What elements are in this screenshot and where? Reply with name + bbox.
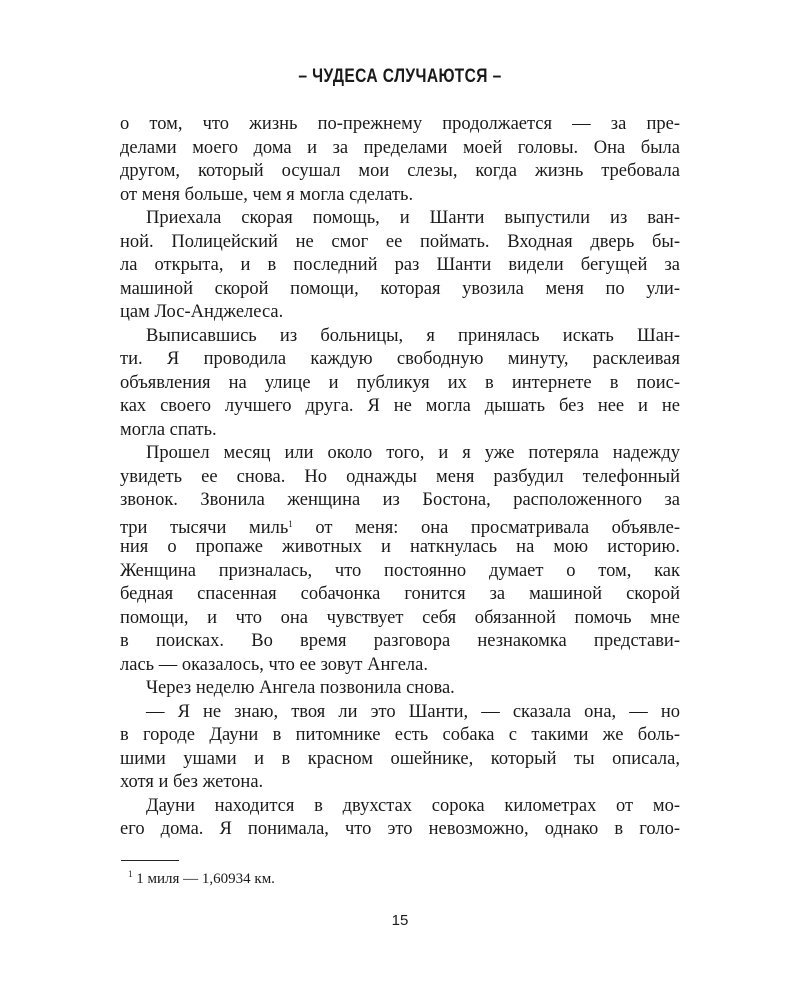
running-header: – ЧУДЕСА СЛУЧАЮТСЯ – <box>298 66 502 87</box>
text-line: другом, который осушал мои слезы, когда жизнь требовала <box>120 161 680 181</box>
text-line: увидеть ее снова. Но однажды меня разбудил телефонный <box>120 466 680 487</box>
footnote-divider <box>121 860 179 861</box>
text-line: в городе Дауни в питомнике есть собака с такими же боль- <box>120 725 680 745</box>
page-number: 15 <box>391 912 409 929</box>
text-line: его дома. Я понимала, что это невозможно, однако в голо- <box>120 819 680 839</box>
text-line: о том, что жизнь по-прежнему продолжается — за пре- <box>120 114 680 134</box>
text-line: объявления на улице и публикуя их в интернете в поис- <box>120 372 680 393</box>
body-text <box>120 113 680 842</box>
text-line: Прошел месяц или около того, и я уже потеряла надежду <box>146 443 680 463</box>
text-line: от меня больше, чем я могла сделать. <box>120 184 414 205</box>
footnote-marker: 1 <box>128 869 133 879</box>
text-line: лась — оказалось, что ее зовут Ангела. <box>120 654 428 675</box>
text-line: шими ушами и в красном ошейнике, который ты описала, <box>120 748 680 769</box>
text-line: ках своего лучшего друга. Я не могла дышать без нее и не <box>120 396 680 416</box>
text-line: бедная спасенная собачонка гонится за машиной скорой <box>120 584 680 604</box>
text-line: Приехала скорая помощь, и Шанти выпустили из ван- <box>146 208 680 228</box>
text-segment: три тысячи миль <box>120 517 289 538</box>
text-line <box>120 513 680 537</box>
text-line: делами моего дома и за пределами моей головы. Она была <box>120 137 680 158</box>
text-line: цам Лос-Анджелеса. <box>120 302 284 322</box>
text-line: помощи, и что она чувствует себя обязанной помочь мне <box>120 607 680 628</box>
text-segment: от меня: она просматривала объявле- <box>292 517 680 538</box>
footnote-reference[interactable]: 1 <box>288 518 293 529</box>
text-line: могла спать. <box>120 419 217 440</box>
text-line: Выписавшись из больницы, я принялась искать Шан- <box>146 325 680 346</box>
text-line: Дауни находится в двухстах сорока километрах от мо- <box>146 795 680 816</box>
text-line: — Я не знаю, твоя ли это Шанти, — сказала она, — но <box>146 701 680 722</box>
text-line: ла открыта, и в последний раз Шанти видели бегущей за <box>120 255 680 275</box>
footnote-text: 1 миля — 1,60934 км. <box>132 871 275 887</box>
text-line: ной. Полицейский не смог ее поймать. Входная дверь бы- <box>120 231 680 252</box>
text-line: Через неделю Ангела позвонила снова. <box>146 678 455 698</box>
text-line: ния о пропаже животных и наткнулась на мою историю. <box>120 537 680 557</box>
footnote <box>128 869 275 888</box>
text-line: звонок. Звонила женщина из Бостона, расположенного за <box>120 490 680 510</box>
text-line: Женщина призналась, что постоянно думает о том, как <box>120 560 680 581</box>
text-line: в поисках. Во время разговора незнакомка представи- <box>120 631 680 651</box>
text-line: ти. Я проводила каждую свободную минуту, расклеивая <box>120 349 680 369</box>
text-line: машиной скорой помощи, которая увозила меня по ули- <box>120 278 680 299</box>
text-line: хотя и без жетона. <box>120 772 264 792</box>
